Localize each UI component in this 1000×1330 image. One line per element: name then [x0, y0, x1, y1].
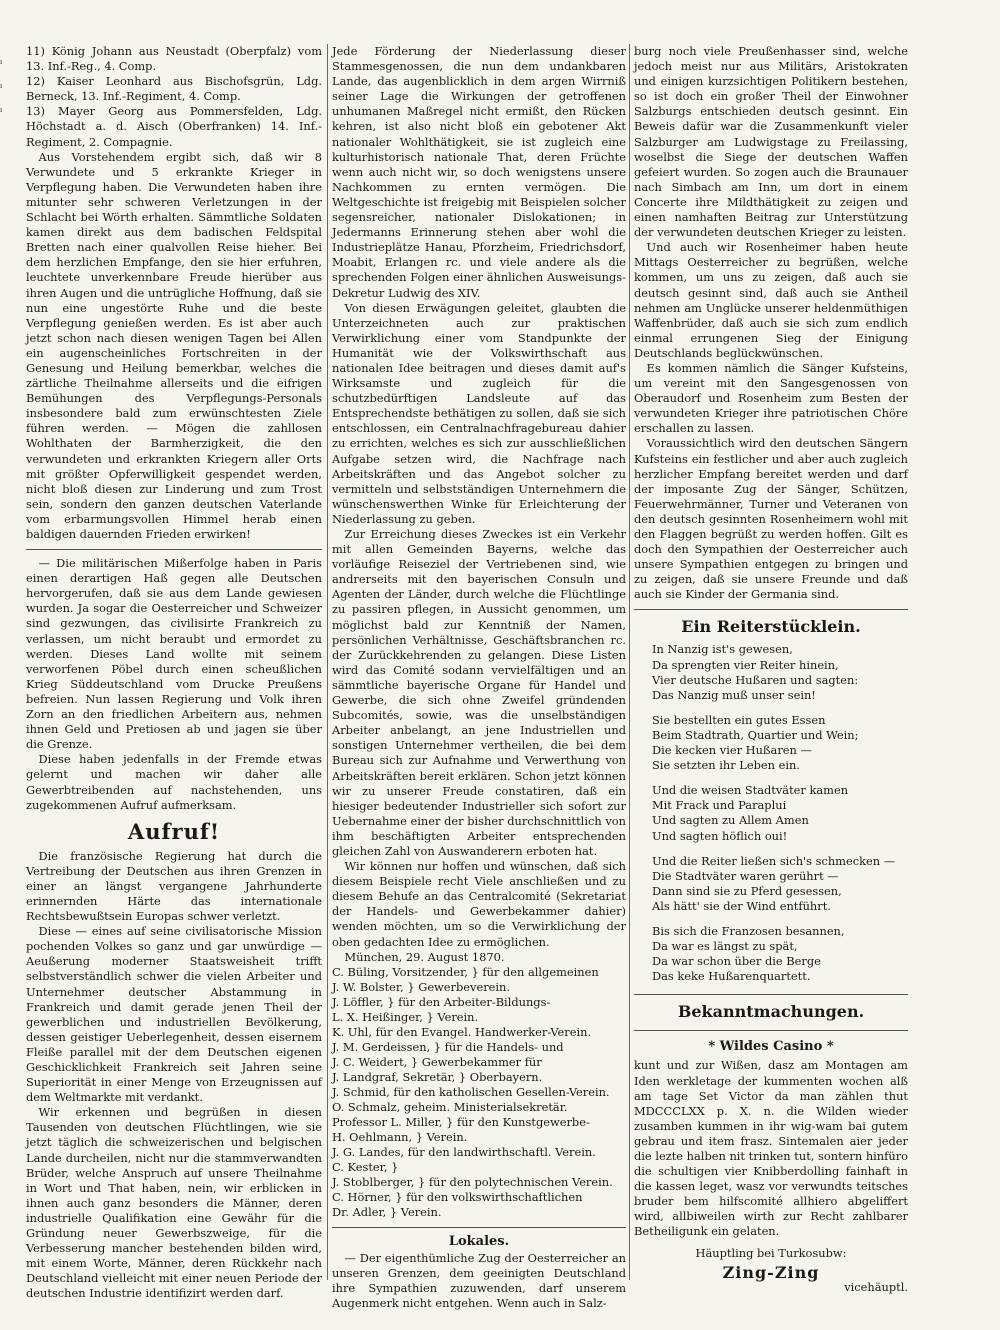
signature-line: Professor L. Miller, } für den Kunstgewerbe- [332, 1114, 590, 1129]
article-paragraph: Wir können nur hoffen und wünschen, daß sich diesem Beispiele recht Viele anschließen und zu diesem Behufe an das Centralcomité (Sekretariat der Handels- und Gewerbekammer dahier) wenden möchten, um so die Verwirklichung der oben gedachten Idee zu ermöglichen. [332, 859, 626, 949]
signature-line: C. Kester, } [332, 1159, 399, 1174]
chief-name: Zing-Zing [722, 1262, 820, 1282]
poem-line: Das keke Hußarenquartett. [652, 969, 811, 984]
aufruf-heading: Aufruf! [127, 818, 221, 844]
poem-line: Vier deutsche Hußaren und sagten: [652, 672, 859, 687]
article-paragraph: Von diesen Erwägungen geleitet, glaubten die Unterzeichneten auch zur praktischen Verwirklichung einer vom Standpunkte der Humanität wie der Volkswirthschaft aus nationalen Idee beitragen und dieses damit auf's Wirksamste und zugleich für die schutzbedürftigen Landsleute auf das Entsprechendste bethätigen zu sollen, daß sie sich entschlossen, ein Centralnachfragebureau dahier zu errichten, welches es sich zur ausschließlichen Aufgabe setzen wird, die Nachfrage nach Arbeitskräften und das Angebot solcher zu vermitteln und selbstständigen Unternehmern die wünschenswerthen Winke für Erleichterung der Niederlassung zu geben. [332, 300, 626, 526]
signature-line: Dr. Adler, } Verein. [332, 1204, 442, 1219]
poem-line: Da war schon über die Berge [652, 954, 821, 969]
signature-line: J. M. Gerdeissen, } für die Handels- und [332, 1039, 564, 1054]
divider [634, 1030, 908, 1031]
poem-line: In Nanzig ist's gewesen, [652, 642, 793, 657]
poem-line: Bis sich die Franzosen besannen, [652, 923, 845, 938]
poem-line: Und die weisen Stadtväter kamen [652, 783, 849, 798]
article-paragraph: — Der eigenthümliche Zug der Oesterreicher an unseren Grenzen, dem geeinigten Deutschland ihre Sympathien zuzuwenden, darf unserem Augenmerk nicht entgehen. Wenn auch in Salz- [332, 1250, 626, 1311]
article-paragraph: Jede Förderung der Niederlassung dieser Stammesgenossen, die nun dem undankbaren Lande, das augenblicklich in dem argen Wirrniß seiner Lage die Wirkungen der getroffenen unhumanen Maßregel nicht ermißt, den Rücken kehren, ist also nicht bloß ein gebotener Akt nationaler Wohlthätigkeit, sie ist zugleich eine kulturhistorisch nationale That, deren Früchte wenn auch nicht wir, so doch wenigstens unsere Nachkommen zu ernten vermögen. Die Weltgeschichte ist freigebig mit Beispielen solcher segensreicher, nationaler Dislokationen; in Jedermanns Erinnerung stehen aber wohl die Industrieplätze Hanau, Pforzheim, Friedrichsdorf, Moabit, Erlangen rc. und viele andere als die sprechenden Folgen einer ähnlichen Ausweisungs-Dekretur Ludwig des XIV. [332, 44, 626, 300]
article-paragraph: Zur Erreichung dieses Zweckes ist ein Verkehr mit allen Gemeinden Bayerns, welche das vorläufige Reiseziel der Vertriebenen sind, wie andrerseits mit den bayerischen Consuln und Agenten der Länder, durch welche die Flüchtlinge zu passiren pflegen, in Aussicht genommen, um möglichst bald zur Kenntniß der Namen, persönlichen Verhältnisse, Geschäftsbranchen rc. der Zurückkehrenden zu gelangen. Diese Listen wird das Comité sodann vervielfältigen und an sämmtliche bayerische Organe für Handel und Gewerbe, die sich ohne Zweifel gründenden Subcomités, sowie, was die unselbständigen Arbeiter anbelangt, an jene Industriellen und sonstigen Unternehmer vertheilen, die bei dem Bureau sich zur Aufnahme und Verwerthung von Arbeitskräften bereit erklären. Schon jetzt können wir zu unserer Freude constatiren, daß ein hiesiger bedeutender Industrieller sich sofort zur Uebernahme einer der bisher durchschnittlich von ihm beschäftigten Arbeiter entsprechenden gleichen Zahl von Auswanderern erboten hat. [332, 527, 626, 858]
list-item: 12) Kaiser Leonhard aus Bischofsgrün, Ldg. Berneck, 13. Inf.-Regiment, 4. Comp. [26, 74, 322, 104]
poem-stanza [652, 642, 908, 702]
signature-line: K. Uhl, für den Evangel. Handwerker-Verein. [332, 1024, 592, 1039]
article-paragraph: Diese haben jedenfalls in der Fremde etwas gelernt und machen wir daher alle Gewerbtreibenden auf nachstehenden, uns zugekommenen Aufruf aufmerksam. [26, 752, 322, 812]
vice-label: vicehäuptl. [844, 1279, 908, 1294]
divider [634, 994, 908, 995]
column-right [634, 44, 908, 1294]
signature-line: H. Oehlmann, } Verein. [332, 1129, 468, 1144]
announcement-text: kunt und zur Wißen, dasz am Montagen am Iden werkletage der kummenten wochen alß am tage Set Victor da man zählen thut MDCCCLXX p. X. n. die Wilden wieder zusamben kummen in ihr wig-wam bai gutem gebrau und item frasz. Sintemalen aier jeder die lezte halben nit trinken tut, sontern hinfüro die schultigen vier Knibberdolling fainhaft in die kassen leget, wasz vor verwundts teitsches bruder bem hilfscomité allhiero abgeliffert wird, allbiweilen wirth zur Recht zahlbarer Betheiligunk ein gelaten. [634, 1058, 908, 1239]
column-left [26, 44, 322, 1301]
article-paragraph: Voraussichtlich wird den deutschen Sängern Kufsteins ein festlicher und aber auch zugleich herzlicher Empfang bereitet werden und darf der imposante Zug der Sänger, Schützen, Feuerwehrmänner, Turner und Veteranen von den deutsch gesinnten Rosenheimern wohl mit den Flaggen begrüßt zu werden hoffen. Gilt es doch den Sympathien der Oesterreicher auch unsere Sympathien entgegen zu bringen und zu zeigen, daß sie unsere Freunde und daß auch sie Kinder der Germania sind. [634, 436, 908, 602]
signature-line: J. Landgraf, Sekretär, } Oberbayern. [332, 1069, 543, 1084]
poem-line: Sie bestellten ein gutes Essen [652, 712, 826, 727]
poem-stanza [652, 854, 908, 914]
poem-line: Beim Stadtrath, Quartier und Wein; [652, 727, 859, 742]
list-item: 13) Mayer Georg aus Pommersfelden, Ldg. Höchstadt a. d. Aisch (Oberfranken) 14. Inf.-Regiment, 2. Compagnie. [26, 104, 322, 149]
poem-stanza [652, 783, 908, 843]
signature-line: J. C. Weidert, } Gewerbekammer für [332, 1054, 542, 1069]
signature-line: J. Löffler, } für den Arbeiter-Bildungs- [332, 994, 551, 1009]
signature-line: J. W. Bolster, } Gewerbeverein. [332, 979, 510, 994]
poem-line: Sie setzten ihr Leben ein. [652, 758, 800, 773]
poem-stanza [652, 924, 908, 984]
list-item: 11) König Johann aus Neustadt (Oberpfalz) vom 13. Inf.-Reg., 4. Comp. [26, 44, 322, 74]
signature-line: O. Schmalz, geheim. Ministerialsekretär. [332, 1099, 568, 1114]
article-paragraph: Aus Vorstehendem ergibt sich, daß wir 8 Verwundete und 5 erkrankte Krieger in Verpflegung haben. Die Verwundeten haben ihre mitunter sehr schweren Verletzungen in der Schlacht bei Wörth erhalten. Sämmtliche Soldaten kamen direkt aus dem badischen Feldspital Bretten nach einer qualvollen Reise hieher. Bei dem herzlichen Empfange, den sie hier erfuhren, leuchtete unverkennbare Freude hierüber aus ihren Augen und die untrügliche Hoffnung, daß sie nun eine ungestörte Ruhe und die beste Verpflegung genießen werden. Es ist aber auch jetzt schon nach diesen wenigen Tagen bei Allen ein augenscheinliches Fortschreiten in der Genesung und Heilung bemerkbar, welches die zärtliche Theilnahme allerseits und die eifrigen Bemühungen des Verpflegungs-Personals insbesondere bald zum erwünschtesten Ziele führen werden. — Mögen die zahllosen Wohlthaten der Barmherzigkeit, die den verwundeten und erkrankten Kriegern aller Orts mit größter Opferwilligkeit gespendet werden, nicht bloß diesen zur Linderung und zum Trost sein, sondern den ganzen deutschen Vaterlande vom erbarmungsvollen Himmel herab einen baldigen dauernden Frieden erwirken! [26, 149, 322, 541]
column-rule [629, 44, 630, 1280]
poem-line: Dann sind sie zu Pferd gesessen, [652, 883, 842, 898]
article-paragraph: Die französische Regierung hat durch die Vertreibung der Deutschen aus ihren Grenzen in einer an längst vergangene Jahrhunderte erinnernden Härte das internationale Rechtsbewußtsein Europas schwer verletzt. [26, 848, 322, 924]
poem-line: Als hätt' sie der Wind entführt. [652, 898, 831, 913]
poem-line: Mit Frack und Paraplui [652, 798, 787, 813]
signature-line: C. Büling, Vorsitzender, } für den allgemeinen [332, 964, 599, 979]
poem-stanza [652, 713, 908, 773]
signature-line: J. G. Landes, für den landwirthschaftl. Verein. [332, 1144, 596, 1159]
divider [332, 1227, 626, 1228]
article-paragraph: Es kommen nämlich die Sänger Kufsteins, um vereint mit den Sangesgenossen von Oberaudorf und Rosenheim zum Besten der verwundeten Krieger ihre patriotischen Chöre erschallen zu lassen. [634, 360, 908, 436]
poem-heading: Ein Reiterstücklein. [681, 617, 861, 637]
poem-line: Und die Reiter ließen sich's schmecken — [652, 853, 896, 868]
signature-line: J. Stoblberger, } für den polytechnischen Verein. [332, 1174, 613, 1189]
poem-line: Das Nanzig muß unser sein! [652, 687, 816, 702]
article-paragraph: — Die militärischen Mißerfolge haben in Paris einen derartigen Haß gegen alle Deutschen hervorgerufen, daß sie aus dem Lande gewiesen wurden. Ja sogar die Oesterreicher und Schweizer sind gezwungen, das civilisirte Frankreich zu verlassen, um nicht beraubt und ermordet zu werden. Dieses Land wollte mit seinem verworfenen Pöbel durch einen scheußlichen Krieg Süddeutschland vom Drucke Preußens befreien. Nun lassen Regierung und Volk ihren Zorn an den friedlichen Arbeitern aus, nehmen ihnen Geld und Pretiosen ab und jagen sie über die Grenze. [26, 556, 322, 752]
signature-line: L. X. Heißinger, } Verein. [332, 1009, 479, 1024]
divider [634, 609, 908, 610]
article-paragraph: burg noch viele Preußenhasser sind, welche jedoch meist nur aus Militärs, Aristokraten und einigen kurzsichtigen Politikern bestehen, so ist doch ein großer Theil der Einwohner Salzburgs entschieden deutsch gesinnt. Ein Beweis dafür war die Zusammenkunft vieler Salzburger am Ludwigstage zu Freilassing, woselbst die Siege der deutschen Waffen gefeiert wurden. So zogen auch die Braunauer nach Simbach am Inn, um dort in einem Concerte ihre Mildthätigkeit zu zeigen und einen namhaften Beitrag zur Unterstützung der verwundeten deutschen Krieger zu leisten. [634, 44, 908, 240]
article-paragraph: Und auch wir Rosenheimer haben heute Mittags Oesterreicher zu begrüßen, welche kommen, um uns zu zeigen, daß auch sie deutsch gesinnt sind, daß auch sie Antheil nehmen am Unglücke unserer heldenmüthigen Waffenbrüder, daß auch sie sich zum endlich einmal errungenen Sieg der Einigung Deutschlands beglückwünschen. [634, 240, 908, 360]
casino-title: * Wildes Casino * [708, 1039, 834, 1055]
poem-line: Und sagten zu Allem Amen [652, 813, 809, 828]
article-paragraph: Wir erkennen und begrüßen in diesen Tausenden von deutschen Flüchtlingen, wie sie jetzt täglich die schweizerischen und belgischen Lande durcheilen, nicht nur die stammverwandten Brüder, welche Anspruch auf unsere Theilnahme in Wort und That haben, nein, wir erblicken in ihnen auch ganz besonders die Männer, deren industrielle Qualifikation eine Gewähr für die Gründung neuer Gewerbszweige, für die Verbesserung mancher bestehenden bilden wird, mit einem Worte, Männer, deren Rückkehr nach Deutschland vielleicht mit einer neuen Periode der deutschen Industrie identifizirt werden darf. [26, 1105, 322, 1301]
column-rule [327, 44, 328, 1280]
signature-line: J. Schmid, für den katholischen Gesellen-Verein. [332, 1084, 610, 1099]
scan-edge-mark: ı ı ı [0, 58, 3, 114]
divider [26, 549, 322, 550]
column-middle [332, 44, 626, 1311]
chief-label: Häuptling bei Turkosubw: [695, 1245, 847, 1260]
poem-line: Da war es längst zu spät, [652, 939, 798, 954]
article-paragraph: Diese — eines auf seine civilisatorische Mission pochenden Volkes so ganz und gar unwürdige — Aeußerung moderner Staatsweisheit trifft selbstverständlich schwer die vielen Arbeiter und Unternehmer deutscher Abstammung in Frankreich und damit gerade jenen Theil der gewerblichen und industriellen Bevölkerung, dessen geistiger Ueberlegenheit, dessen eisernem Fleiße parallel mit der dem Deutschen eigenen Geschicklichkeit Frankreich seit Jahren seine Superiorität in einer Menge von Erzeugnissen auf dem Weltmarkte mit verdankt. [26, 924, 322, 1105]
signature-line: C. Hörner, } für den volkswirthschaftlichen [332, 1189, 583, 1204]
poem [652, 642, 908, 984]
lokales-heading: Lokales. [448, 1233, 510, 1249]
poem-line: Die kecken vier Hußaren — [652, 743, 812, 758]
poem-line: Die Stadtväter waren gerührt — [652, 868, 839, 883]
place-date: München, 29. August 1870. [344, 949, 505, 964]
announcements-heading: Bekanntmachungen. [677, 1002, 865, 1022]
poem-line: Und sagten höflich oui! [652, 828, 788, 843]
poem-line: Da sprengten vier Reiter hinein, [652, 657, 839, 672]
